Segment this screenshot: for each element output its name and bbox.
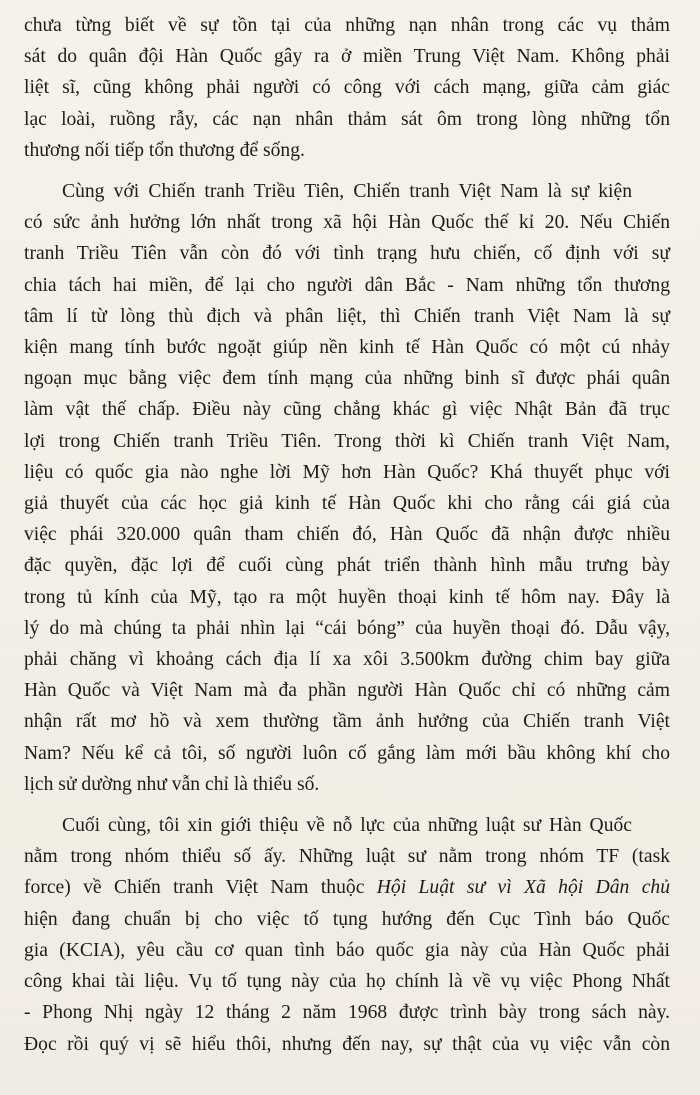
text-line: làm vật thế chấp. Điều này cũng chẳng khác gì việc Nhật Bản đã trục [24, 399, 670, 421]
text-line: việc phái 320.000 quân tham chiến đó, Hàn Quốc đã nhận được nhiều [24, 524, 670, 546]
text-line: tranh Triều Tiên vẫn còn đó với tình trạng hưu chiến, cố định với sự [24, 243, 670, 265]
paragraph-2 [24, 176, 670, 800]
text-line: - Phong Nhị ngày 12 tháng 2 năm 1968 được trình bày trong sách này. [24, 1002, 670, 1024]
text-line: nằm trong nhóm thiểu số ấy. Những luật sư nằm trong nhóm TF (task [24, 846, 670, 868]
text-run: force) về Chiến tranh Việt Nam thuộc [24, 877, 377, 899]
text-line: lợi trong Chiến tranh Triều Tiên. Trong thời kì Chiến tranh Việt Nam, [24, 430, 670, 452]
text-line: gia (KCIA), yêu cầu cơ quan tình báo quốc gia này của Hàn Quốc phải [24, 939, 670, 961]
text-line: hiện đang chuẩn bị cho việc tố tụng hướng đến Cục Tình báo Quốc [24, 908, 670, 930]
text-line: có sức ảnh hưởng lớn nhất trong xã hội Hàn Quốc thế kỉ 20. Nếu Chiến [24, 212, 670, 234]
organization-name-italic: Hội Luật sư vì Xã hội Dân chủ [376, 877, 670, 899]
text-line: lý do mà chúng ta phải nhìn lại “cái bóng” của huyền thoại đó. Dẫu vậy, [24, 617, 670, 639]
text-line: công khai tài liệu. Vụ tố tụng này của họ chính là về vụ việc Phong Nhất [24, 971, 670, 993]
text-line: Cuối cùng, tôi xin giới thiệu về nỗ lực của những luật sư Hàn Quốc [62, 815, 632, 837]
text-line [24, 872, 670, 903]
text-line: kiện mang tính bước ngoặt giúp nền kinh tế Hàn Quốc có một cú nhảy [24, 337, 670, 359]
text-line: lạc loài, ruồng rẫy, các nạn nhân thảm sát ôm trong lòng những tổn [24, 108, 670, 130]
text-line: tâm lí từ lòng thù địch và phân liệt, thì Chiến tranh Việt Nam là sự [24, 305, 670, 327]
text-line: liệt sĩ, cũng không phải người có công với cách mạng, giữa cảm giác [24, 77, 670, 99]
text-line: Đọc rồi quý vị sẽ hiểu thôi, nhưng đến nay, sự thật của vụ việc vẫn còn [24, 1033, 670, 1055]
body-text [24, 10, 670, 1060]
text-line: nhận rất mơ hồ và xem thường tầm ảnh hưởng của Chiến tranh Việt [24, 711, 670, 733]
text-line: giả thuyết của các học giả kinh tế Hàn Quốc khi cho rằng cái giá của [24, 493, 670, 515]
paragraph-3 [24, 810, 670, 1060]
text-line: chia tách hai miền, để lại cho người dân Bắc - Nam những tổn thương [24, 274, 670, 296]
text-line: phải chăng vì khoảng cách địa lí xa xôi 3.500km đường chim bay giữa [24, 649, 670, 671]
text-line: chưa từng biết về sự tồn tại của những nạn nhân trong các vụ thảm [24, 15, 670, 36]
text-line: Hàn Quốc và Việt Nam mà đa phần người Hàn Quốc chỉ có những cảm [24, 680, 670, 702]
text-line: trong tủ kính của Mỹ, tạo ra một huyền thoại kinh tế hôm nay. Đây là [24, 586, 670, 608]
text-line: sát do quân đội Hàn Quốc gây ra ở miền Trung Việt Nam. Không phải [24, 46, 670, 68]
text-line: lịch sử dường như vẫn chỉ là thiểu số. [24, 773, 320, 795]
text-line: Cùng với Chiến tranh Triều Tiên, Chiến tranh Việt Nam là sự kiện [62, 181, 632, 203]
text-line: Nam? Nếu kể cả tôi, số người luôn cố gắng làm mới bầu không khí cho [24, 742, 670, 764]
text-line: đặc quyền, đặc lợi để cuối cùng phát triển thành hình mẫu trưng bày [24, 555, 670, 577]
text-line: ngoạn mục bằng việc đem tính mạng của những binh sĩ được phái quân [24, 368, 670, 390]
text-line: liệu có quốc gia nào nghe lời Mỹ hơn Hàn Quốc? Khá thuyết phục với [24, 461, 670, 483]
paragraph-1 [24, 10, 670, 166]
text-line: thương nối tiếp tổn thương để sống. [24, 139, 305, 161]
